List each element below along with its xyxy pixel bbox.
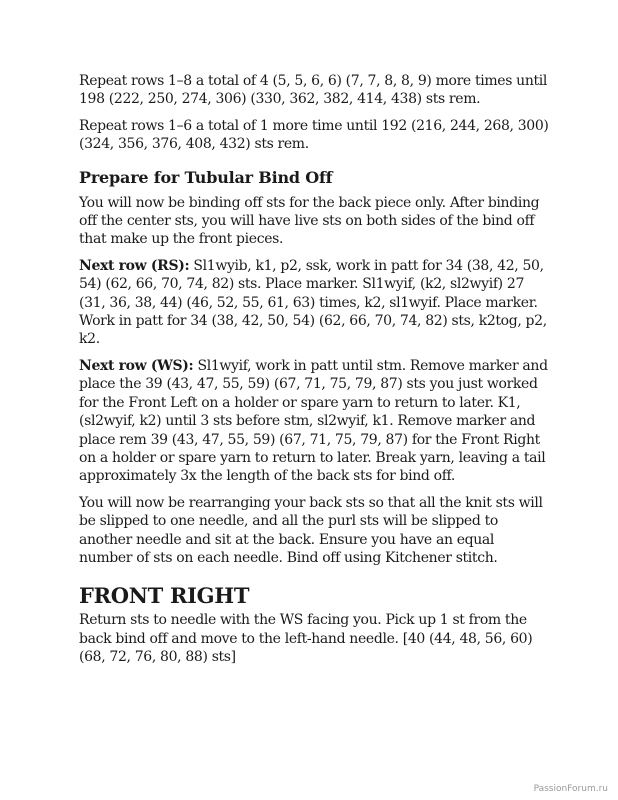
next-row-rs-label: Next row (RS): <box>79 257 190 274</box>
front-right-heading: FRONT RIGHT <box>79 583 250 609</box>
next-row-ws-label: Next row (WS): <box>79 357 194 374</box>
repeat-rows-1-8-paragraph: Repeat rows 1–8 a total of 4 (5, 5, 6, 6) (7, 7, 8, 8, 9) more times until 198 (222, 250, 274, 306) (330, 362, 382, 414, 438) sts rem. <box>79 73 548 108</box>
next-row-rs-text: Sl1wyib, k1, p2, ssk, work in patt for 34 (38, 42, 50, 54) (62, 66, 70, 74, 82) sts. Place marker. Sl1wyif, (k2, sl2wyif) 27 (31, 36, 38, 44) (46, 52, 55, 61, 63) times, k2, sl1wyif. Place marker. Work in patt for 34 (38, 42, 50, 54) (62, 66, 70, 74, 82) sts, k2tog, p2, k2. <box>79 257 547 348</box>
document-page <box>79 72 549 675</box>
tubular-bind-off-heading: Prepare for Tubular Bind Off <box>79 167 333 187</box>
rearrange-paragraph: You will now be rearranging your back sts so that all the knit sts will be slipped to one needle, and all the purl sts will be slipped to another needle and sit at the back. Ensure you have an equal number of sts on each needle. Bind off using Kitchener stitch. <box>79 494 543 566</box>
front-right-paragraph: Return sts to needle with the WS facing you. Pick up 1 st from the back bind off and move to the left-hand needle. [40 (44, 48, 56, 60) (68, 72, 76, 80, 88) sts] <box>79 612 533 666</box>
repeat-rows-1-6-paragraph: Repeat rows 1–6 a total of 1 more time until 192 (216, 244, 268, 300) (324, 356, 376, 408, 432) sts rem. <box>79 117 549 153</box>
watermark: PassionForum.ru <box>533 784 608 794</box>
tubular-intro-paragraph: You will now be binding off sts for the back piece only. After binding off the center sts, you will have live sts on both sides of the bind off that make up the front pieces. <box>79 194 540 248</box>
next-row-ws-paragraph <box>79 357 549 486</box>
next-row-ws-text: Sl1wyif, work in patt until stm. Remove marker and place the 39 (43, 47, 55, 59) (67, 71, 75, 79, 87) sts you just worked for the Front Left on a holder or spare yarn to return to later. K1, (sl2wyif, k2) until 3 sts before stm, sl2wyif, k1. Remove marker and place rem 39 (43, 47, 55, 59) (67, 71, 75, 79, 87) for the Front Right on a holder or spare yarn to return to later. Break yarn, leaving a tail approximately 3x the length of the back sts for bind off. <box>79 357 548 485</box>
next-row-rs-paragraph <box>79 257 549 349</box>
